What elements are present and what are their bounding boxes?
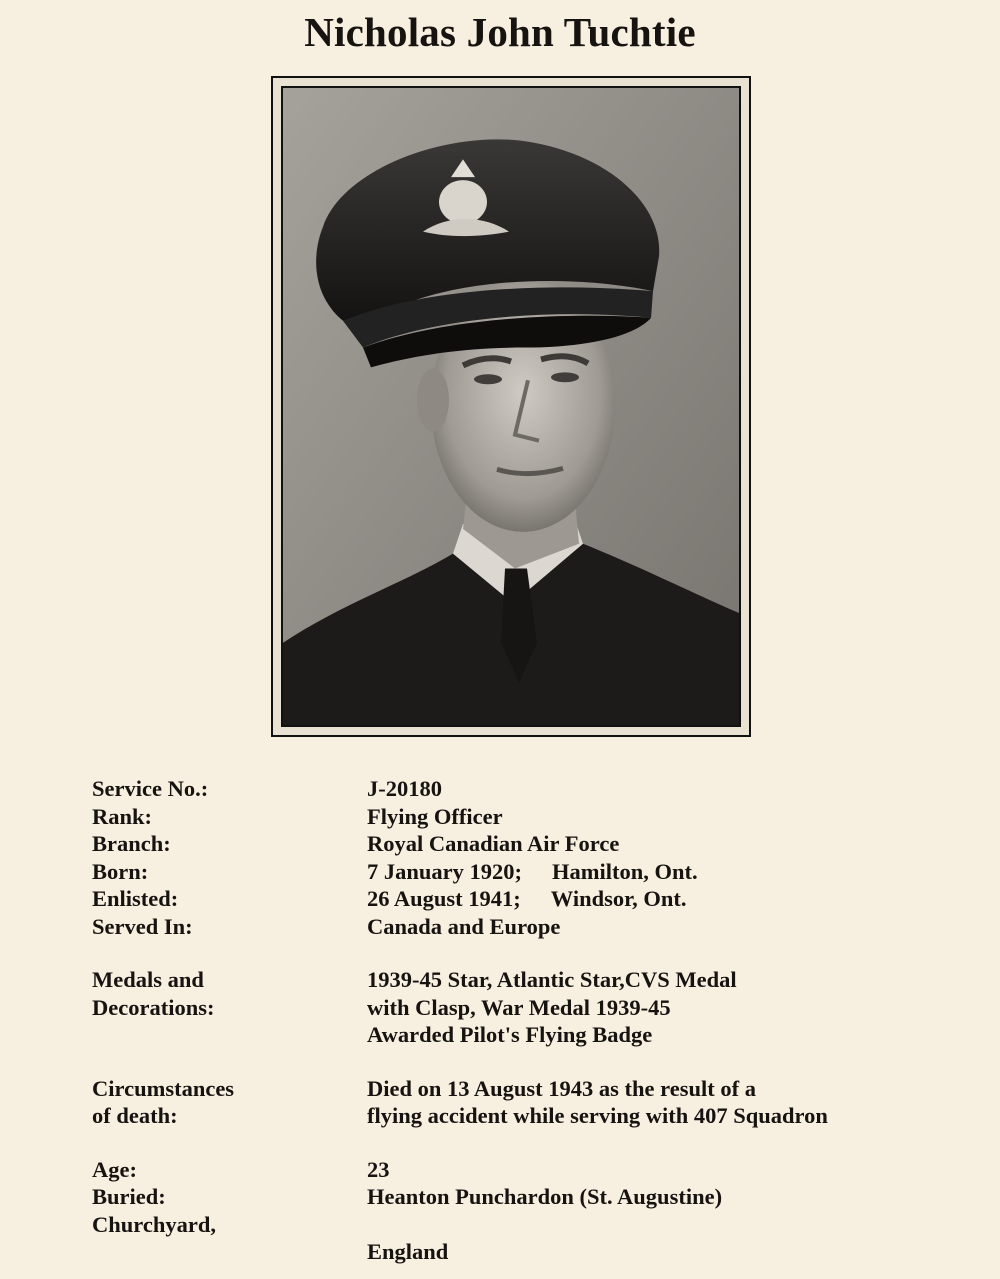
value-buried (367, 1183, 942, 1266)
label-buried-line2: Churchyard, (92, 1211, 216, 1237)
value-service-no: J-20180 (367, 776, 442, 801)
row-circumstances (92, 1075, 942, 1130)
portrait-frame (271, 76, 751, 737)
value-age: 23 (367, 1156, 390, 1182)
value-served-in: Canada and Europe (367, 913, 561, 939)
enlisted-date: 26 August 1941; (367, 886, 521, 911)
label-age: Age: (92, 1156, 137, 1182)
label-served-in: Served In: (92, 913, 193, 939)
label-born: Born: (92, 858, 149, 884)
buried-line1: Heanton Punchardon (St. Augustine) (367, 1184, 723, 1209)
enlisted-place: Windsor, Ont. (550, 886, 687, 911)
row-rank (92, 803, 942, 831)
label-branch: Branch: (92, 831, 171, 856)
label-buried-line1: Buried: (92, 1184, 166, 1209)
row-age (92, 1156, 942, 1184)
medals-line2: with Clasp, War Medal 1939-45 (367, 994, 671, 1020)
label-medals (92, 966, 362, 1021)
row-branch (92, 830, 942, 858)
row-enlisted (92, 885, 942, 913)
label-medals-line1: Medals and (92, 967, 204, 992)
circumstances-line2: flying accident while serving with 407 Squadron (367, 1103, 828, 1128)
row-buried (92, 1183, 942, 1266)
value-branch: Royal Canadian Air Force (367, 831, 620, 856)
page-title: Nicholas John Tuchtie (304, 9, 696, 55)
label-medals-line2: Decorations: (92, 994, 215, 1020)
row-born (92, 858, 942, 886)
label-enlisted: Enlisted: (92, 886, 179, 911)
value-enlisted (367, 885, 942, 913)
medals-line3: Awarded Pilot's Flying Badge (367, 1022, 653, 1047)
buried-line2: England (367, 1239, 449, 1264)
portrait-image (283, 88, 739, 725)
portrait-photo (281, 86, 741, 727)
row-service-no (92, 775, 942, 803)
label-circumstances (92, 1075, 362, 1130)
label-circumstances-line2: of death: (92, 1103, 178, 1128)
row-medals (92, 966, 942, 1049)
label-buried (92, 1183, 362, 1238)
born-place: Hamilton, Ont. (552, 858, 698, 884)
circumstances-line1: Died on 13 August 1943 as the result of a (367, 1075, 756, 1101)
value-circumstances (367, 1075, 942, 1130)
service-record (92, 775, 942, 1266)
value-born (367, 858, 942, 886)
label-rank: Rank: (92, 803, 153, 829)
row-served-in (92, 913, 942, 941)
label-service-no: Service No.: (92, 776, 209, 801)
value-rank: Flying Officer (367, 803, 503, 829)
born-date: 7 January 1920; (367, 858, 523, 884)
value-medals (367, 966, 942, 1049)
label-circumstances-line1: Circumstances (92, 1075, 235, 1101)
medals-line1: 1939-45 Star, Atlantic Star,CVS Medal (367, 967, 737, 992)
